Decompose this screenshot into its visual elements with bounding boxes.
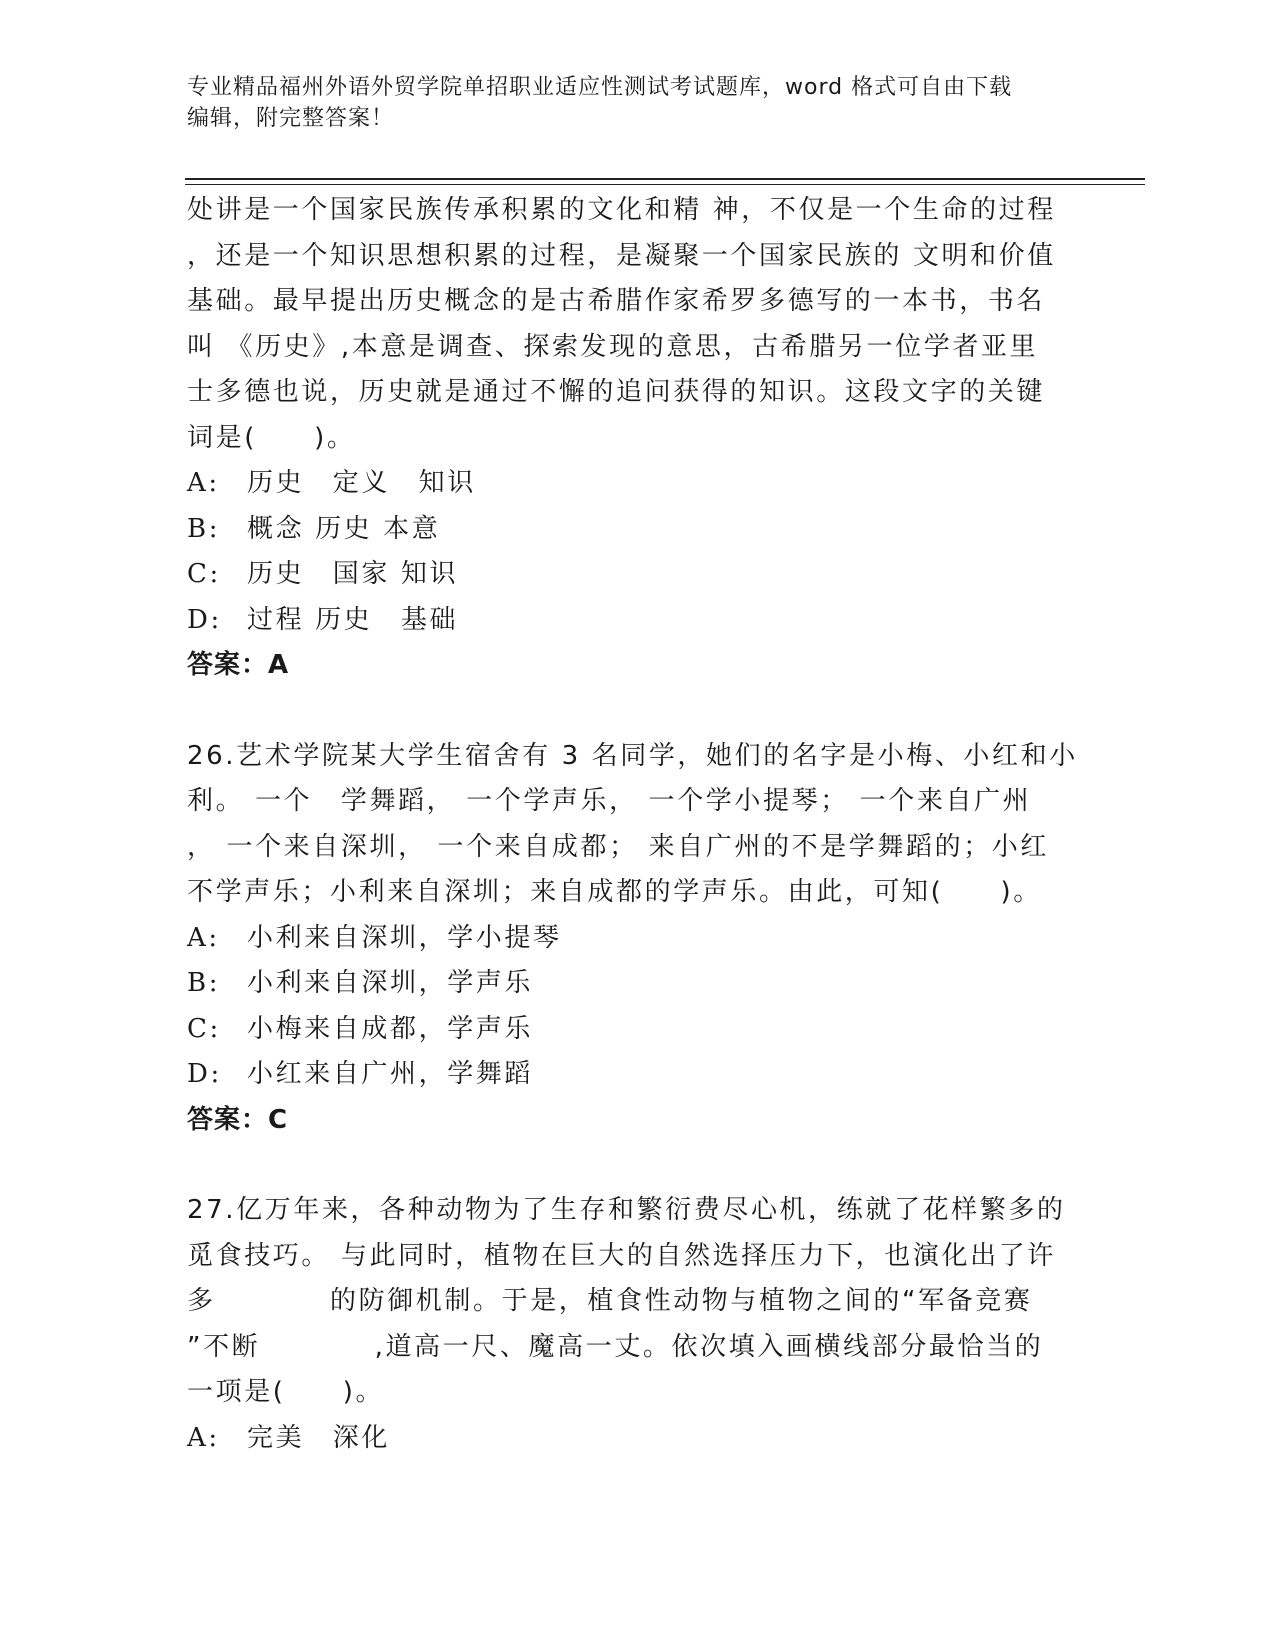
header-line-2: 编辑，附完整答案！: [187, 106, 395, 131]
option-a: [187, 461, 1087, 507]
option-key: B:: [187, 968, 221, 998]
option-text: 小红来自广州，学舞蹈: [247, 1059, 534, 1089]
option-key: D:: [187, 604, 222, 635]
question-text-line: 叫 《历史》,本意是调查、探索发现的意思，古希腊另一位学者亚里: [187, 331, 1039, 362]
option-text: 小梅来自成都，学声乐: [247, 1013, 534, 1044]
option-b: [187, 961, 1087, 1007]
spacer: [187, 689, 1087, 734]
option-d: [187, 1052, 1087, 1098]
option-key: A:: [187, 468, 220, 498]
option-text: 小利来自深圳，学小提琴: [247, 922, 562, 953]
option-text: 概念 历史 本意: [247, 513, 441, 544]
question-text-line: 多 的防御机制。于是，植食性动物与植物之间的“军备竞赛: [187, 1286, 1033, 1316]
option-d: [187, 598, 1087, 644]
header-rule-thick: [185, 178, 1145, 180]
option-text: 过程 历史 基础: [247, 604, 459, 635]
option-text: 历史 定义 知识: [247, 468, 476, 498]
header-line-1: 专业精品福州外语外贸学院单招职业适应性测试考试题库，word 格式可自由下载: [187, 75, 1013, 100]
option-text: 小利来自深圳，学声乐: [247, 968, 534, 998]
document-header: [187, 72, 1067, 134]
question-text-line: 处讲是一个国家民族传承积累的文化和精 神，不仅是一个生命的过程: [187, 195, 1056, 225]
option-key: B:: [187, 513, 221, 544]
spacer: [187, 1143, 1087, 1188]
option-key: C:: [187, 559, 221, 589]
question-text-line: 不学声乐；小利来自深圳；来自成都的学声乐。由此，可知( )。: [187, 877, 1042, 907]
question-27: [187, 1188, 1087, 1461]
option-a: [187, 1416, 1087, 1462]
option-c: [187, 552, 1087, 598]
option-key: A:: [187, 922, 220, 953]
question-text-line: 基础。最早提出历史概念的是古希腊作家希罗多德写的一本书，书名: [187, 286, 1046, 316]
option-b: [187, 507, 1087, 553]
question-text-line: 士多德也说，历史就是通过不懈的追问获得的知识。这段文字的关键: [187, 377, 1046, 407]
question-text-line: ，还是一个知识思想积累的过程，是凝聚一个国家民族的 文明和价值: [187, 240, 1056, 271]
option-text: 历史 国家 知识: [247, 559, 459, 589]
question-list: [187, 188, 1087, 1461]
question-text-line: 觅食技巧。 与此同时，植物在巨大的自然选择压力下，也演化出了许: [187, 1240, 1056, 1271]
question-25: [187, 188, 1087, 689]
answer-line: 答案：A: [187, 650, 290, 680]
question-text-line: 一项是( )。: [187, 1377, 385, 1407]
question-text-line: 利。 一个 学舞蹈， 一个学声乐， 一个学小提琴； 一个来自广州: [187, 786, 1032, 816]
option-key: D:: [187, 1059, 222, 1089]
option-key: C:: [187, 1013, 221, 1044]
question-text-line: ， 一个来自深圳， 一个来自成都； 来自广州的不是学舞蹈的；小红: [187, 831, 1049, 862]
answer-line: 答案：C: [187, 1104, 289, 1135]
header-rule-thin: [185, 184, 1145, 185]
question-text-line: 26.艺术学院某大学生宿舍有 3 名同学，她们的名字是小梅、小红和小: [187, 740, 1078, 771]
question-text-line: 词是( )。: [187, 422, 356, 453]
question-text-line: 27.亿万年来，各种动物为了生存和繁衍费尽心机，练就了花样繁多的: [187, 1195, 1066, 1225]
question-26: [187, 734, 1087, 1144]
option-key: A:: [187, 1422, 220, 1453]
option-text: 完美 深化: [247, 1422, 391, 1453]
option-a: [187, 916, 1087, 962]
option-c: [187, 1007, 1087, 1053]
question-text-line: ”不断 ,道高一尺、魔高一丈。依次填入画横线部分最恰当的: [187, 1331, 1044, 1362]
